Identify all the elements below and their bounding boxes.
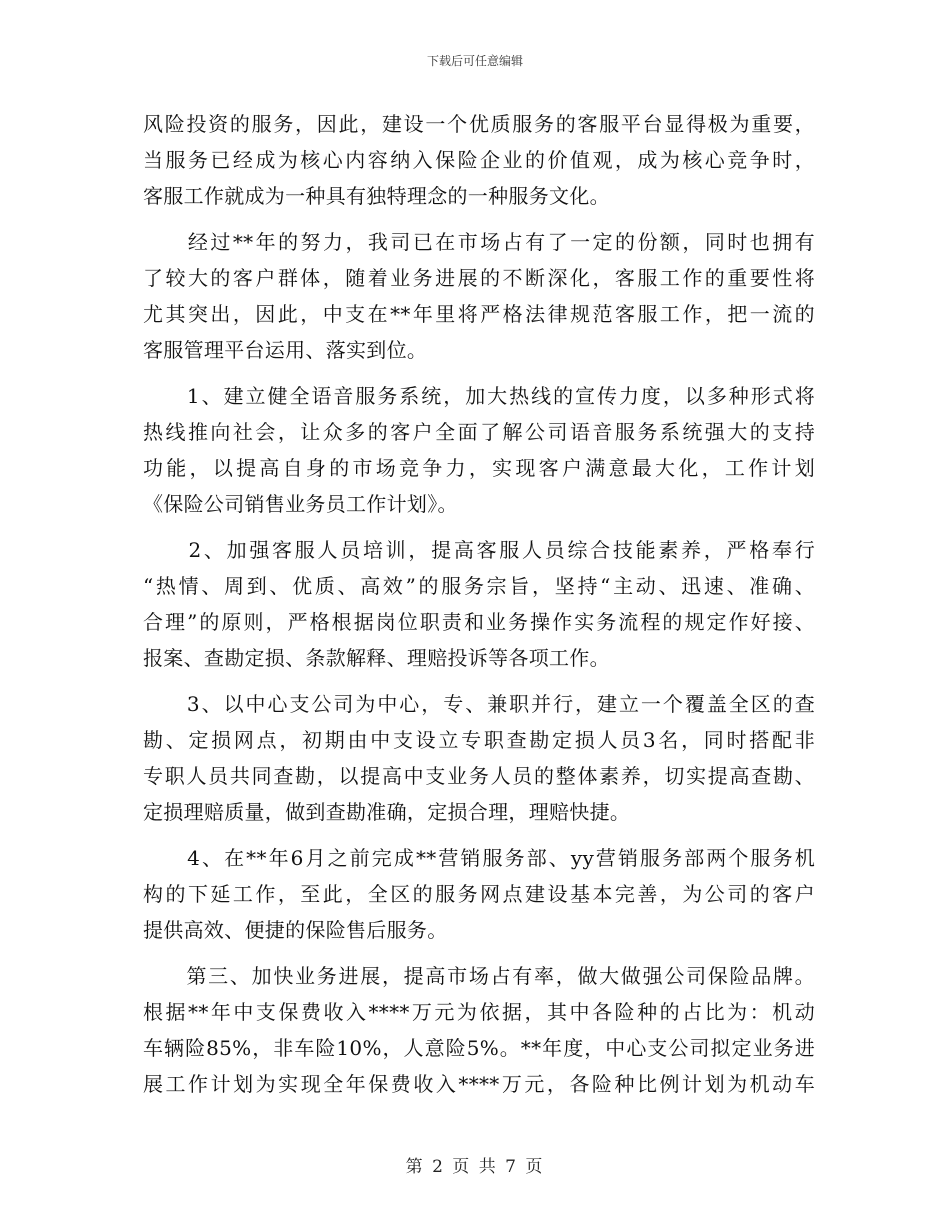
text-line: 热线推向社会，让众多的客户全面了解公司语音服务系统强大的支持	[143, 420, 815, 444]
text-line: 4、在**年6月之前完成**营销服务部、yy营销服务部两个服务机	[143, 846, 815, 870]
text-line: 专职人员共同查勘，以提高中支业务人员的整体素养，切实提高查勘、	[143, 764, 815, 788]
text-line: 尤其突出，因此，中支在**年里将严格法律规范客服工作，把一流的	[143, 302, 815, 326]
text-line: 了较大的客户群体，随着业务进展的不断深化，客服工作的重要性将	[143, 266, 815, 290]
text-line: 2、加强客服人员培训，提高客服人员综合技能素养，严格奉行	[143, 538, 815, 562]
paragraph	[143, 686, 815, 830]
text-line: 第三、加快业务进展，提高市场占有率，做大做强公司保险品牌。	[143, 964, 815, 988]
text-line: 根据**年中支保费收入****万元为依据，其中各险种的占比为：机动	[143, 1000, 815, 1024]
document-body	[143, 106, 815, 1102]
text-line: 车辆险85%，非车险10%，人意险5%。**年度，中心支公司拟定业务进	[143, 1036, 815, 1060]
paragraph	[143, 224, 815, 368]
text-line: 构的下延工作，至此，全区的服务网点建设基本完善，为公司的客户	[143, 882, 815, 906]
paragraph	[143, 532, 815, 676]
text-line: “热情、周到、优质、高效”的服务宗旨，坚持“主动、迅速、准确、	[143, 574, 815, 598]
text-line: 合理”的原则，严格根据岗位职责和业务操作实务流程的规定作好接、	[143, 610, 815, 634]
paragraph	[143, 378, 815, 522]
text-line: 当服务已经成为核心内容纳入保险企业的价值观，成为核心竞争时，	[143, 148, 815, 172]
text-line: 1、建立健全语音服务系统，加大热线的宣传力度，以多种形式将	[143, 384, 815, 408]
text-line: 经过**年的努力，我司已在市场占有了一定的份额，同时也拥有	[143, 230, 815, 254]
text-line: 3、以中心支公司为中心，专、兼职并行，建立一个覆盖全区的查	[143, 692, 815, 716]
text-line: 风险投资的服务，因此，建设一个优质服务的客服平台显得极为重要，	[143, 112, 815, 136]
page-footer: 第 2 页 共 7 页	[405, 1157, 545, 1177]
text-line: 客服管理平台运用、落实到位。	[143, 338, 428, 362]
text-line: 展工作计划为实现全年保费收入****万元，各险种比例计划为机动车	[143, 1072, 815, 1096]
paragraph	[143, 840, 815, 948]
text-line: 《保险公司销售业务员工作计划》。	[143, 492, 458, 516]
text-line: 定损理赔质量，做到查勘准确，定损合理，理赔快捷。	[143, 800, 631, 824]
page-header: 下载后可任意编辑	[426, 54, 523, 68]
paragraph	[143, 958, 815, 1102]
text-line: 提供高效、便捷的保险售后服务。	[143, 918, 448, 942]
text-line: 功能，以提高自身的市场竞争力，实现客户满意最大化，工作计划	[143, 456, 815, 480]
text-line: 报案、查勘定损、条款解释、理赔投诉等各项工作。	[143, 646, 610, 670]
text-line: 勘、定损网点，初期由中支设立专职查勘定损人员3名，同时搭配非	[143, 728, 815, 752]
text-line: 客服工作就成为一种具有独特理念的一种服务文化。	[143, 184, 610, 208]
paragraph	[143, 106, 815, 214]
